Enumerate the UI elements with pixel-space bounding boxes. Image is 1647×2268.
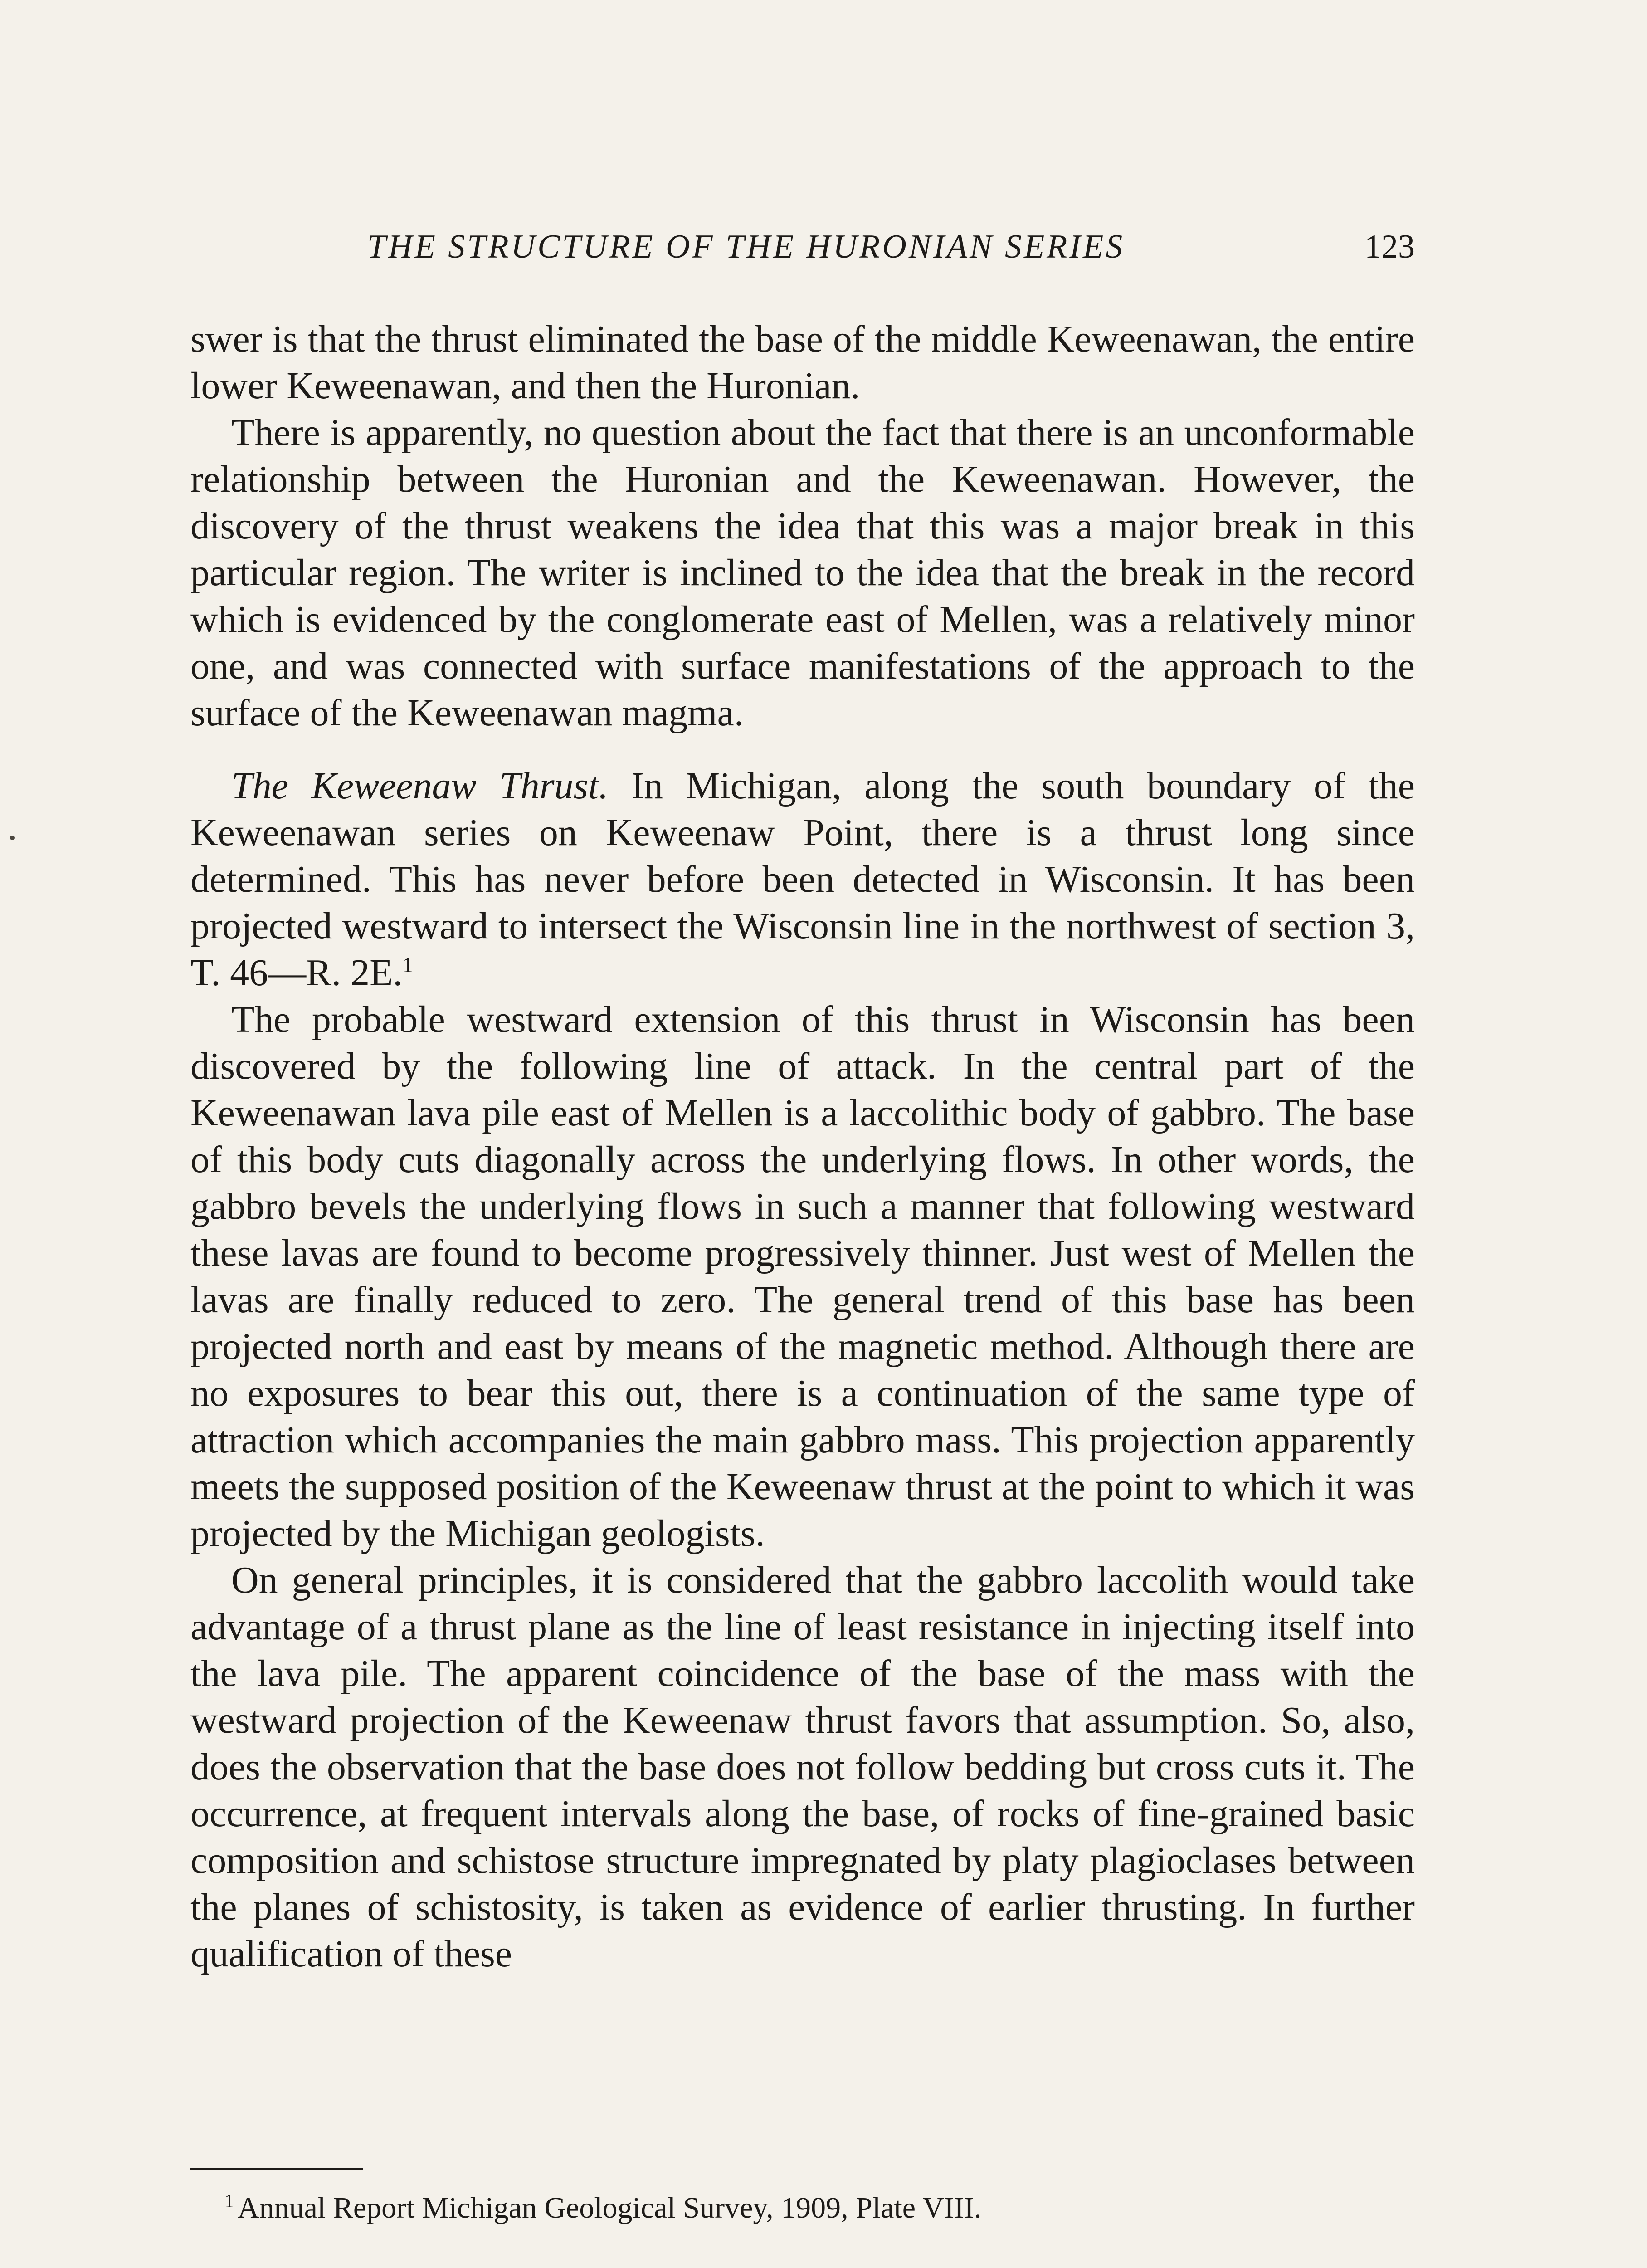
footnote-marker: 1	[224, 2191, 234, 2212]
paragraph-general-principles: On general principles, it is considered that the gabbro laccolith would take advantage of a thrust plane as the line of least resistance in injecting itself into the lava pile. The apparent coincidence of the base of the mass with the westward projection of the Keweenaw thrust favors that assumption. So, also, does the observation that the base does not follow bedding but cross cuts it. The occurrence, at frequent intervals along the base, of rocks of fine-grained basic composition and schistose structure impregnated by platy plagioclases between the planes of schistosity, is taken as evidence of earlier thrusting. In further qualification of these	[190, 1559, 1415, 1975]
footnote	[224, 2189, 1415, 2228]
main-text	[190, 316, 1415, 1977]
running-head	[190, 228, 1415, 273]
footnote-rule	[190, 2168, 363, 2170]
paragraph-westward-extension: The probable westward extension of this thrust in Wisconsin has been discovered by the following line of attack. In the central part of the Keweenawan lava pile east of Mellen is a laccolithic body of gabbro. The base of this body cuts diagonally across the underlying flows. In other words, the gabbro bevels the underlying flows in such a manner that following westward these lavas are found to become progressively thinner. Just west of Mellen the lavas are finally reduced to zero. The general trend of this base has been projected north and east by means of the magnetic method. Although there are no exposures to bear this out, there is a continuation of the same type of attraction which accompanies the main gabbro mass. This projection apparently meets the supposed position of the Keweenaw thrust at the point to which it was projected by the Michigan geologists.	[190, 998, 1415, 1554]
footnote-text: Annual Report Michigan Geological Survey, 1909, Plate VIII.	[238, 2191, 982, 2224]
paragraph-continuation: swer is that the thrust eliminated the base of the middle Keweenawan, the entire lower Keweenawan, and then the Huronian.	[190, 318, 1415, 407]
running-title: THE STRUCTURE OF THE HURONIAN SERIES	[367, 228, 1125, 265]
footnote-reference: 1	[402, 953, 414, 977]
page-number: 123	[1364, 228, 1415, 265]
paragraph-keweenaw-thrust	[190, 763, 1415, 996]
paragraph-unconformity: There is apparently, no question about the fact that there is an unconformable relationship between the Huronian and the Keweenawan. However, the discovery of the thrust weakens the idea that this was a major break in this particular region. The writer is inclined to the idea that the break in the record which is evidenced by the conglomerate east of Mellen, was a relatively minor one, and was connected with surface manifestations of the approach to the surface of the Keweenawan magma.	[190, 411, 1415, 734]
margin-speck	[10, 836, 15, 840]
keweenaw-thrust-text: In Michigan, along the south boundary of the Keweenawan series on Keweenaw Point, there is a thrust long since determined. This has never before been detected in Wisconsin. It has been projected westward to intersect the Wisconsin line in the northwest of section 3, T. 46—R. 2E.	[190, 765, 1415, 994]
section-title-keweenaw-thrust: The Keweenaw Thrust.	[231, 765, 609, 807]
